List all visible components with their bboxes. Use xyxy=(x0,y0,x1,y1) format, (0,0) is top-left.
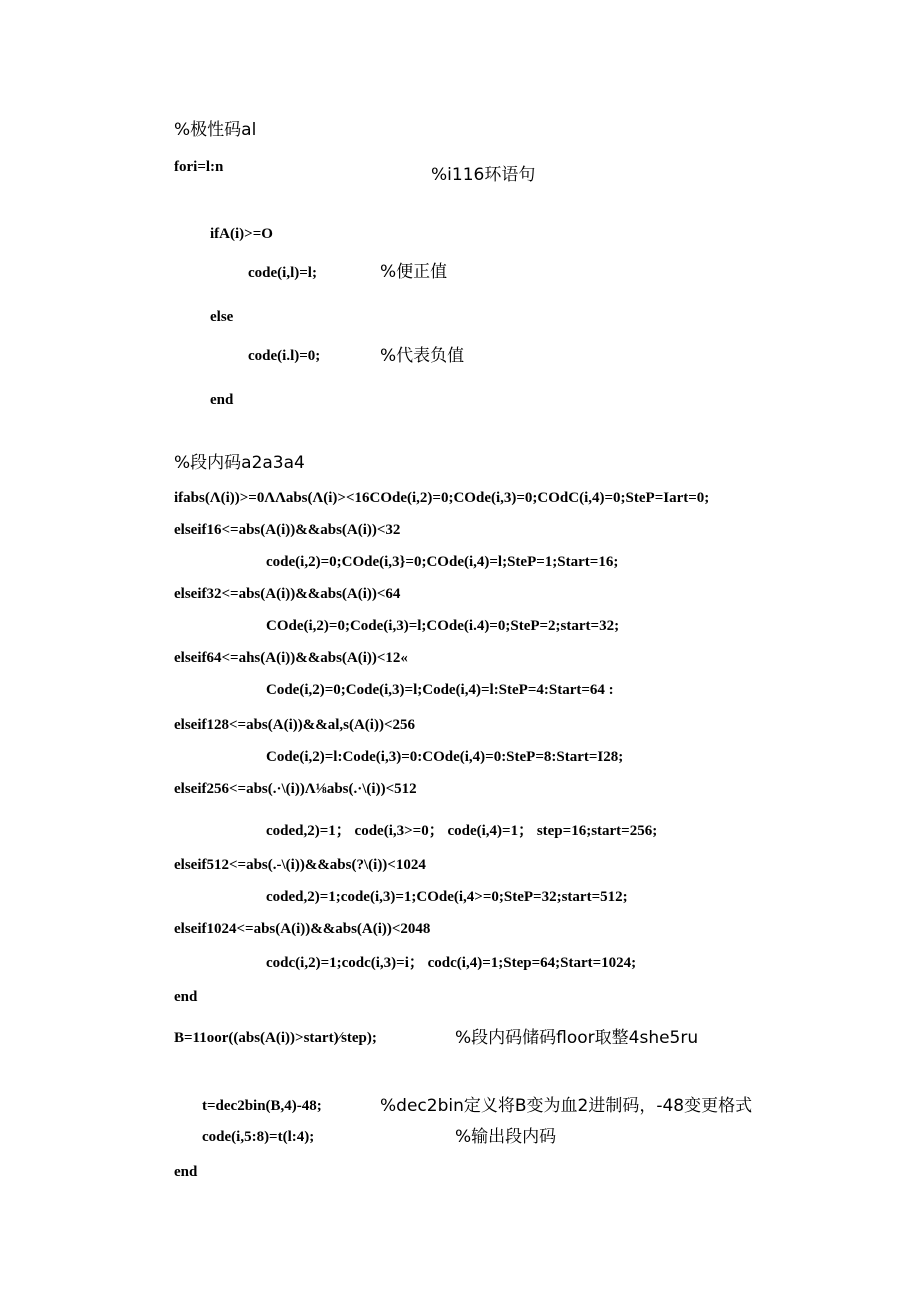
comment-floor: %段内码储码floor取整4she5ru xyxy=(455,1028,699,1048)
code-line-set-zero: code(i.l)=0; xyxy=(248,348,321,364)
code-line-set-one: code(i,l)=l; xyxy=(248,265,317,281)
comment-segment-code: %段内码a2a3a4 xyxy=(174,453,305,473)
code-line-if-positive: ifA(i)>=O xyxy=(210,226,273,242)
code-line-else: else xyxy=(210,309,234,325)
code-line-end-for: end xyxy=(174,1164,198,1180)
code-line-segment-128: Code(i,2)=l:Code(i,3)=0:COde(i,4)=0:SteP=8:Start=I28; xyxy=(266,749,624,765)
code-line-dec2bin: t=dec2bin(B,4)-48; xyxy=(202,1098,322,1114)
code-line-if-segment-0: ifabs(Λ(i))>=0ΛΛabs(Λ(i)><16COde(i,2)=0;COde(i,3)=0;COdC(i,4)=0;SteP=Iart=0; xyxy=(174,490,710,506)
comment-loop-statement: %i116环语句 xyxy=(431,165,536,185)
code-line-segment-32: COde(i,2)=0;Code(i,3)=l;COde(i.4)=0;SteP=2;start=32; xyxy=(266,618,620,634)
code-line-floor: B=11oor((abs(A(i))>start)∕step); xyxy=(174,1030,377,1046)
code-line-output: code(i,5:8)=t(l:4); xyxy=(202,1129,315,1145)
comment-dec2bin: %dec2bin定义将B变为血2进制码，-48变更格式 xyxy=(380,1096,753,1116)
comment-positive-value: %便正值 xyxy=(380,262,448,282)
code-line-segment-256: coded,2)=1； code(i,3>=0； code(i,4)=1； step=16;start=256; xyxy=(266,823,658,839)
comment-output-segment: %输出段内码 xyxy=(455,1127,557,1147)
code-line-segment-512: coded,2)=1;code(i,3)=1;COde(i,4>=0;SteP=32;start=512; xyxy=(266,889,628,905)
code-line-elseif-32: elseif32<=abs(A(i))&&abs(A(i))<64 xyxy=(174,586,401,602)
code-line-end-segment: end xyxy=(174,989,198,1005)
comment-negative-value: %代表负值 xyxy=(380,346,465,366)
code-line-elseif-512: elseif512<=abs(.-\(i))&&abs(?\(i))<1024 xyxy=(174,857,426,873)
code-line-elseif-1024: elseif1024<=abs(A(i))&&abs(A(i))<2048 xyxy=(174,921,431,937)
code-line-elseif-64: elseif64<=ahs(A(i))&&abs(A(i))<12« xyxy=(174,650,408,666)
comment-polarity-code: %极性码al xyxy=(174,120,257,140)
code-line-segment-1024: codc(i,2)=1;codc(i,3)=i； codc(i,4)=1;Step=64;Start=1024; xyxy=(266,955,637,971)
code-line-segment-64: Code(i,2)=0;Code(i,3)=l;Code(i,4)=l:SteP=4:Start=64 : xyxy=(266,682,614,698)
code-line-end-if: end xyxy=(210,392,234,408)
code-line-elseif-16: elseif16<=abs(A(i))&&abs(A(i))<32 xyxy=(174,522,401,538)
code-line-segment-16: code(i,2)=0;COde(i,3}=0;COde(i,4)=l;SteP=1;Start=16; xyxy=(266,554,619,570)
code-line-for-loop: fori=l:n xyxy=(174,159,224,175)
code-line-elseif-128: elseif128<=abs(A(i))&&al,s(A(i))<256 xyxy=(174,717,416,733)
code-line-elseif-256: elseif256<=abs(.·\(i))Λ⅛abs(.·\(i))<512 xyxy=(174,781,417,797)
